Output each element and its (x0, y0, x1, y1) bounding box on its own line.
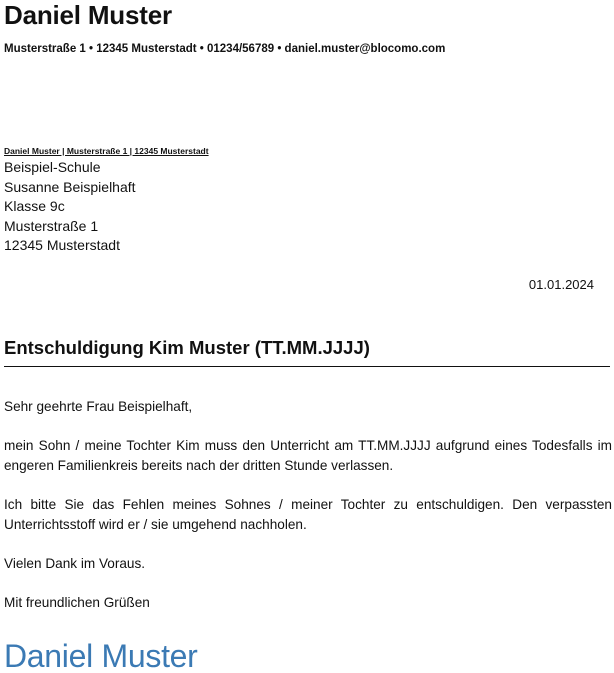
sender-name: Daniel Muster (4, 0, 172, 30)
return-address-line: Daniel Muster | Musterstraße 1 | 12345 Musterstadt (4, 146, 209, 156)
sender-contact-line: Musterstraße 1 • 12345 Musterstadt • 01234/56789 • daniel.muster@blocomo.com (4, 43, 446, 55)
subject-divider (4, 366, 610, 367)
recipient-line: Musterstraße 1 (4, 217, 99, 234)
recipient-line: Susanne Beispielhaft (4, 178, 136, 195)
recipient-line: Beispiel-Schule (4, 159, 101, 175)
recipient-line: 12345 Musterstadt (4, 237, 120, 254)
letter-date: 01.01.2024 (528, 277, 594, 292)
salutation: Sehr geehrte Frau Beispielhaft, (4, 399, 193, 414)
signature: Daniel Muster (4, 638, 198, 673)
body-paragraph: Vielen Dank im Voraus. (4, 555, 146, 571)
body-paragraph: Ich bitte Sie das Fehlen meines Sohnes / meiner Tochter zu entschuldigen. Den verpassten Unterrichtsstoff wird er / sie umgehend nachholen. (4, 496, 612, 532)
closing: Mit freundlichen Grüßen (4, 594, 150, 610)
recipient-address (4, 158, 136, 256)
letter-subject: Entschuldigung Kim Muster (TT.MM.JJJJ) (4, 337, 370, 358)
body-paragraph: mein Sohn / meine Tochter Kim muss den Unterricht am TT.MM.JJJJ aufgrund eines Todesfalls im engeren Familienkreis bereits nach der dritten Stunde verlassen. (4, 438, 612, 473)
recipient-line: Klasse 9c (4, 198, 65, 215)
letter-body (4, 397, 612, 632)
